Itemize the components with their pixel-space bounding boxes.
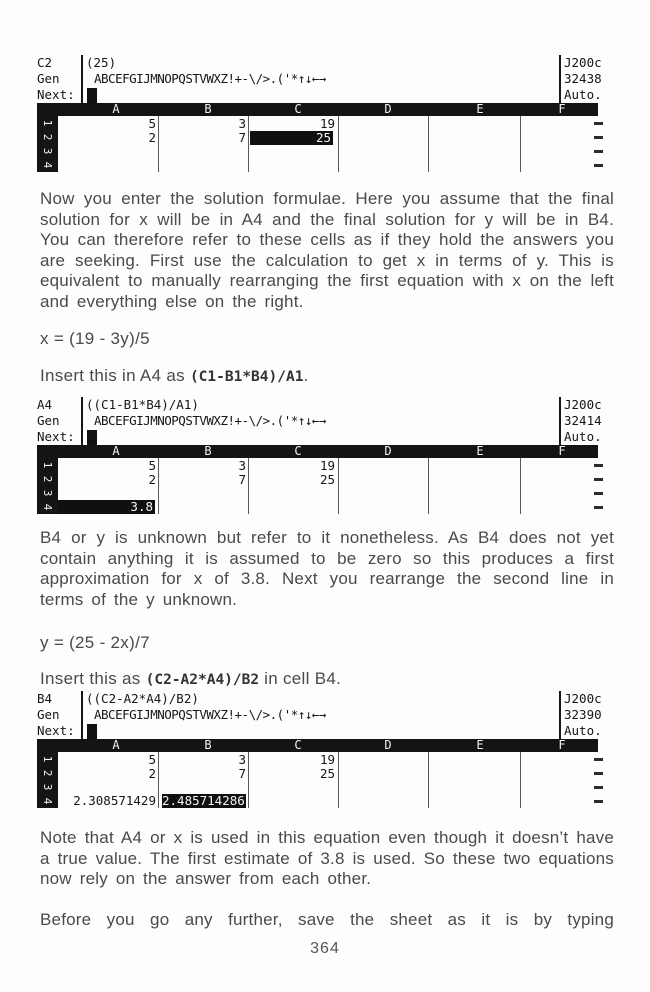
row-number-2: 2 (41, 475, 54, 483)
insert1-post: . (303, 366, 309, 385)
status-divider-right (559, 691, 561, 739)
column-header-e: E (476, 738, 484, 752)
cell-a1: 5 (148, 116, 156, 131)
row-continuation-dash (594, 136, 603, 139)
column-header-b: B (204, 444, 212, 458)
highlighted-cell-c2: 25 (250, 131, 333, 145)
page-number: 364 (310, 940, 340, 957)
column-header-bar (37, 445, 598, 458)
charset-line: ABCEFGIJMNOPQSTVWXZ!+-\/>.('*↑↓←→ (94, 413, 326, 428)
status-divider-right (559, 397, 561, 445)
row-continuation-dash (594, 786, 603, 789)
charset-line: ABCEFGIJMNOPQSTVWXZ!+-\/>.('*↑↓←→ (94, 707, 326, 722)
status-cell-ref: A4 (37, 397, 53, 412)
row-continuation-dash (594, 164, 603, 167)
row-continuation-dash (594, 800, 603, 803)
row-number-3: 3 (41, 783, 54, 791)
column-header-f: F (558, 444, 566, 458)
column-header-c: C (294, 738, 302, 752)
next-label: Next: (37, 87, 75, 102)
cursor-block (87, 430, 97, 445)
body-paragraph-4: Before you go any further, save the sheet as it is by typing (40, 910, 614, 929)
body-paragraph-2: B4 or y is unknown but refer to it nonetheless. As B4 does not yet contain anything it is assumed to be zero so this produces a first approximation for x of 3.8. Next you rearrange the second line in terms of the y unknown. (40, 528, 614, 609)
column-header-e: E (476, 444, 484, 458)
cursor-block (87, 724, 97, 739)
body-paragraph-1: Now you enter the solution formulae. Here you assume that the final solution for x will be in A4 and the final solution for y will be in B4. You can therefore refer to these cells as if they hold the answers you are seeking. First use the calculation to get x in terms of y. This is equivalent to manually rearranging the first equation with x on the left and everything else on the right. (40, 189, 614, 311)
status-formula: ((C2-A2*A4)/B2) (86, 691, 199, 706)
column-header-bar (37, 103, 598, 116)
spreadsheet-screenshot-1 (37, 55, 620, 173)
body-paragraph-3: Note that A4 or x is used in this equation even though it doesn’t have a true value. The first estimate of 3.8 is used. So these two equations now rely on the answer from each other. (40, 828, 614, 888)
device-label: J200c (564, 397, 602, 412)
next-label: Next: (37, 429, 75, 444)
grid-line (338, 752, 339, 808)
grid-line (428, 752, 429, 808)
cell-a4: 2.308571429 (73, 793, 156, 808)
grid-line (158, 752, 159, 808)
column-header-b: B (204, 102, 212, 116)
column-header-bar (37, 739, 598, 752)
status-cell-ref: C2 (37, 55, 53, 70)
status-mode-label: Gen (37, 71, 60, 86)
charset-line: ABCEFGIJMNOPQSTVWXZ!+-\/>.('*↑↓←→ (94, 71, 326, 86)
grid-line (520, 458, 521, 514)
column-header-a: A (112, 102, 120, 116)
row-continuation-dash (594, 122, 603, 125)
column-header-c: C (294, 444, 302, 458)
cell-b1: 3 (238, 752, 246, 767)
grid-line (520, 116, 521, 172)
grid-line (248, 116, 249, 172)
status-divider-left (81, 397, 83, 445)
cell-a2: 2 (148, 130, 156, 145)
row-continuation-dash (594, 478, 603, 481)
insert2-post: in cell B4. (259, 669, 342, 688)
status-divider-left (81, 55, 83, 103)
grid-line (338, 116, 339, 172)
device-label: J200c (564, 55, 602, 70)
status-formula: (25) (86, 55, 117, 70)
grid-line (158, 458, 159, 514)
status-formula: ((C1-B1*B4)/A1) (86, 397, 199, 412)
equation-x: x = (19 - 3y)/5 (40, 329, 150, 348)
column-header-a: A (112, 738, 120, 752)
column-header-f: F (558, 738, 566, 752)
column-header-f: F (558, 102, 566, 116)
insert1-pre: Insert this in A4 as (40, 366, 190, 385)
cell-c1: 19 (319, 458, 335, 473)
row-number-3: 3 (41, 489, 54, 497)
cell-a2: 2 (148, 472, 156, 487)
status-mode-label: Gen (37, 707, 60, 722)
grid-line (428, 458, 429, 514)
grid-line (248, 752, 249, 808)
cell-c1: 19 (319, 116, 335, 131)
auto-label: Auto. (564, 723, 602, 738)
cell-b2: 7 (238, 130, 246, 145)
row-continuation-dash (594, 772, 603, 775)
row-continuation-dash (594, 150, 603, 153)
row-number-1: 1 (41, 119, 54, 127)
row-continuation-dash (594, 506, 603, 509)
status-cell-ref: B4 (37, 691, 53, 706)
insert2-pre: Insert this as (40, 669, 146, 688)
insert-instruction-1 (40, 366, 614, 386)
cursor-block (87, 88, 97, 103)
row-number-2: 2 (41, 133, 54, 141)
status-mode-label: Gen (37, 413, 60, 428)
row-number-4: 4 (41, 161, 54, 169)
grid-line (158, 116, 159, 172)
insert-instruction-2 (40, 669, 614, 689)
next-label: Next: (37, 723, 75, 738)
status-divider-right (559, 55, 561, 103)
memory-counter: 32414 (564, 413, 602, 428)
auto-label: Auto. (564, 429, 602, 444)
column-header-e: E (476, 102, 484, 116)
spreadsheet-screenshot-2 (37, 397, 620, 515)
column-header-a: A (112, 444, 120, 458)
formula-code-1: (C1-B1*B4)/A1 (189, 369, 304, 385)
cell-b1: 3 (238, 116, 246, 131)
column-header-b: B (204, 738, 212, 752)
cell-b2: 7 (238, 766, 246, 781)
highlighted-cell-b4: 2.485714286 (162, 793, 245, 808)
equation-y: y = (25 - 2x)/7 (40, 633, 150, 652)
formula-code-2: (C2-A2*A4)/B2 (145, 672, 260, 688)
grid-line (428, 116, 429, 172)
cell-c2: 25 (319, 472, 335, 487)
row-continuation-dash (594, 464, 603, 467)
column-header-d: D (384, 738, 392, 752)
cell-c1: 19 (319, 752, 335, 767)
memory-counter: 32438 (564, 71, 602, 86)
grid-line (248, 458, 249, 514)
row-number-4: 4 (41, 503, 54, 511)
row-number-1: 1 (41, 755, 54, 763)
row-number-4: 4 (41, 797, 54, 805)
cell-b2: 7 (238, 472, 246, 487)
column-header-c: C (294, 102, 302, 116)
device-label: J200c (564, 691, 602, 706)
row-number-1: 1 (41, 461, 54, 469)
cell-a2: 2 (148, 766, 156, 781)
auto-label: Auto. (564, 87, 602, 102)
row-number-2: 2 (41, 769, 54, 777)
spreadsheet-screenshot-3 (37, 691, 620, 809)
column-header-d: D (384, 102, 392, 116)
grid-line (338, 458, 339, 514)
row-number-3: 3 (41, 147, 54, 155)
cell-a1: 5 (148, 458, 156, 473)
column-header-d: D (384, 444, 392, 458)
memory-counter: 32390 (564, 707, 602, 722)
status-divider-left (81, 691, 83, 739)
highlighted-cell-a4: 3.8 (58, 500, 155, 514)
cell-b1: 3 (238, 458, 246, 473)
row-continuation-dash (594, 758, 603, 761)
grid-line (520, 752, 521, 808)
cell-c2: 25 (319, 766, 335, 781)
cell-a1: 5 (148, 752, 156, 767)
row-continuation-dash (594, 492, 603, 495)
